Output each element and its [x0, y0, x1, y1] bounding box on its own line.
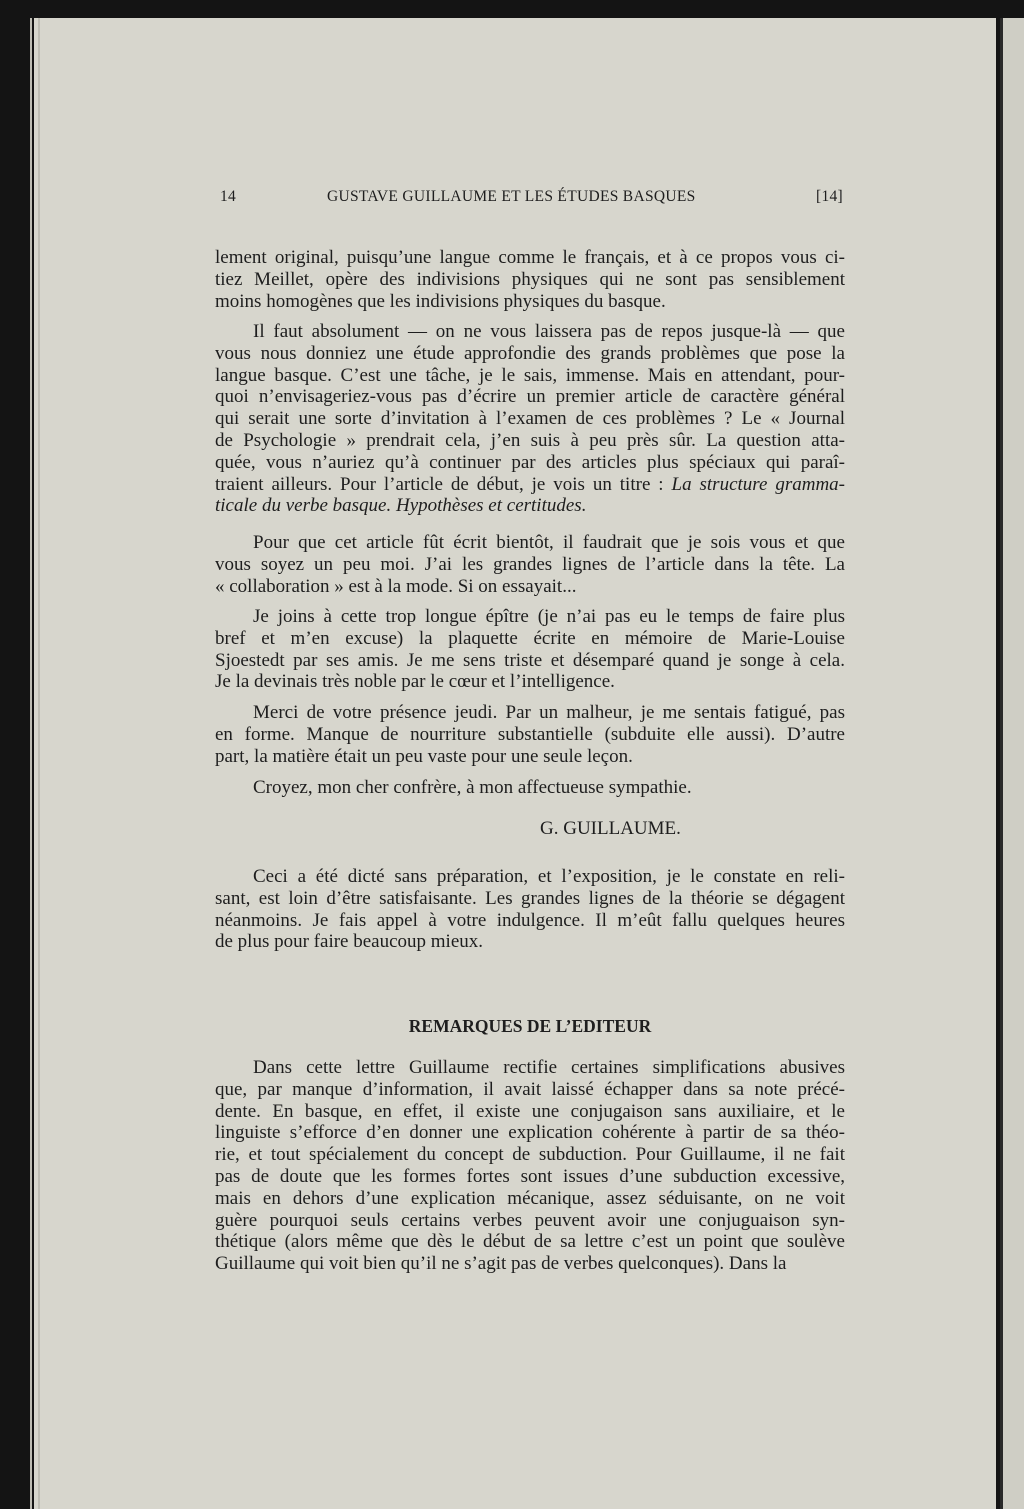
text-line: dente. En basque, en effet, il existe une conjugaison sans auxiliaire, et le — [215, 1100, 845, 1122]
text-line: linguiste s’efforce d’en donner une explication cohérente à partir de sa théo- — [215, 1122, 845, 1144]
italic-title: La structure gramma- — [671, 473, 845, 495]
text-line: vous nous donniez une étude approfondie des grands problèmes que pose la — [215, 342, 845, 364]
paragraph — [215, 321, 845, 517]
text-line: guère pourquoi seuls certains verbes peuvent avoir une conjuguaison syn- — [215, 1209, 845, 1231]
text-line: Merci de votre présence jeudi. Par un malheur, je me sentais fatigué, pas — [253, 702, 845, 723]
running-title: GUSTAVE GUILLAUME ET LES ÉTUDES BASQUES — [327, 188, 696, 205]
text-line: Sjoestedt par ses amis. Je me sens triste et désemparé quand je songe à cela. — [215, 649, 845, 671]
text-line: Ceci a été dicté sans préparation, et l’exposition, je le constate en reli- — [253, 866, 845, 887]
text-line: « collaboration » est à la mode. Si on essayait... — [215, 575, 577, 597]
text-line: sant, est loin d’être satisfaisante. Les grandes lignes de la théorie se dégagent — [215, 887, 845, 909]
italic-title: ticale du verbe basque. Hypothèses et certitudes. — [215, 495, 587, 517]
text-line: quée, vous n’auriez qu’à continuer par des articles plus spéciaux qui paraî- — [215, 451, 845, 473]
signature: G. GUILLAUME. — [540, 818, 681, 839]
text-line: Je joins à cette trop longue épître (je n’ai pas eu le temps de faire plus — [253, 606, 845, 627]
text-line: de plus pour faire beaucoup mieux. — [215, 931, 484, 953]
paragraph — [215, 866, 845, 953]
text-line: néanmoins. Je fais appel à votre indulgence. Il m’eût fallu quelques heures — [215, 909, 845, 931]
paragraph — [215, 702, 845, 767]
text-line: lement original, puisqu’une langue comme le français, et à ce propos vous ci- — [215, 247, 845, 268]
text-line: pas de doute que les formes fortes sont issues d’une subduction excessive, — [215, 1165, 845, 1187]
paragraph — [215, 247, 845, 312]
text-line: mais en dehors d’une explication mécanique, assez séduisante, on ne voit — [215, 1187, 845, 1209]
text-line: qui serait une sorte d’invitation à l’examen de ces problèmes ? Le « Journal — [215, 408, 845, 430]
text-line: Dans cette lettre Guillaume rectifie certaines simplifications abusives — [253, 1057, 845, 1078]
text-line: part, la matière était un peu vaste pour une seule leçon. — [215, 745, 633, 767]
text-line: rie, et tout spécialement du concept de subduction. Pour Guillaume, il ne fait — [215, 1144, 845, 1166]
text-line: tiez Meillet, opère des indivisions physiques qui ne sont pas sensiblement — [215, 268, 845, 290]
text-line: Croyez, mon cher confrère, à mon affectueuse sympathie. — [253, 777, 692, 798]
text-line: Pour que cet article fût écrit bientôt, il faudrait que je sois vous et que — [253, 532, 845, 553]
section-heading: REMARQUES DE L’EDITEUR — [408, 1016, 652, 1036]
text-line — [215, 495, 845, 517]
text-line: en forme. Manque de nourriture substantielle (subduite elle aussi). D’autre — [215, 723, 845, 745]
text-line: bref et m’en excuse) la plaquette écrite en mémoire de Marie-Louise — [215, 627, 845, 649]
paragraph — [215, 777, 845, 799]
page-edge — [38, 18, 40, 1509]
text-line: vous soyez un peu moi. J’ai les grandes lignes de l’article dans la tête. La — [215, 553, 845, 575]
page-edge — [30, 18, 32, 1509]
bracket-page-number: [14] — [816, 188, 844, 205]
text-line: langue basque. C’est une tâche, je le sais, immense. Mais en attendant, pour- — [215, 364, 845, 386]
text-line: Il faut absolument — on ne vous laissera pas de repos jusque-là — que — [253, 321, 845, 342]
text-line: Guillaume qui voit bien qu’il ne s’agit pas de verbes quelconques). Dans la — [215, 1253, 787, 1275]
text-line: que, par manque d’information, il avait laissé échapper dans sa note précé- — [215, 1078, 845, 1100]
text-line: de Psychologie » prendrait cela, j’en suis à peu près sûr. La question atta- — [215, 429, 845, 451]
paragraph — [215, 532, 845, 597]
page-number: 14 — [220, 188, 237, 205]
text-line: thétique (alors même que dès le début de sa lettre c’est un point que soulève — [215, 1231, 845, 1253]
text-line: Je la devinais très noble par le cœur et l’intelligence. — [215, 671, 615, 693]
text-line: traient ailleurs. Pour l’article de début, je vois un titre : La structure gramma- — [215, 473, 845, 495]
paragraph — [215, 606, 845, 693]
paragraph — [215, 1057, 845, 1275]
text-line: moins homogènes que les indivisions physiques du basque. — [215, 290, 666, 312]
text-line: quoi n’envisageriez-vous pas d’écrire un premier article de caractère général — [215, 386, 845, 408]
facing-page-edge — [1000, 18, 1024, 1509]
